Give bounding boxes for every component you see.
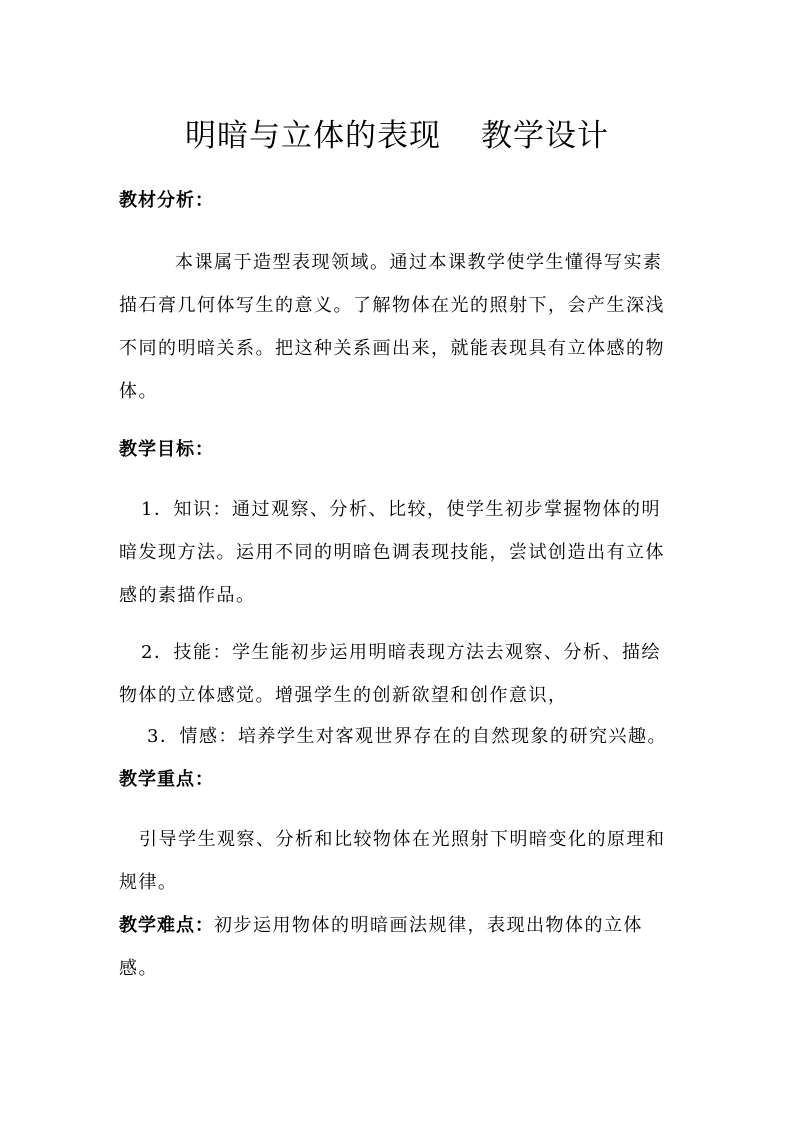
focus-paragraph: 引导学生观察、分析和比较物体在光照射下明暗变化的原理和规律。 [119,829,666,893]
title-main: 明暗与立体的表现 [185,118,441,154]
difficulty-heading: 教学难点： [119,915,214,936]
document-title [0,112,794,160]
focus-heading: 教学重点： [119,769,214,790]
goal-item-emotion: 3．情感：培养学生对客观世界存在的自然现象的研究兴趣。 [147,726,667,747]
goal-item-knowledge: 1．知识：通过观察、分析、比较，使学生初步掌握物体的明暗发现方法。运用不同的明暗色调表现技能，尝试创造出有立体感的素描作品。 [119,499,665,606]
analysis-paragraph: 本课属于造型表现领域。通过本课教学使学生懂得写实素描石膏几何体写生的意义。了解物体在光的照射下，会产生深浅不同的明暗关系。把这种关系画出来，就能表现具有立体感的物体。 [119,252,665,402]
goals-heading: 教学目标： [119,439,214,460]
goal-item-skill: 2．技能：学生能初步运用明暗表现方法去观察、分析、描绘物体的立体感觉。增强学生的创新欲望和创作意识， [119,642,661,706]
title-sub: 教学设计 [481,118,609,154]
difficulty-paragraph [119,904,679,990]
difficulty-text: 初步运用物体的明暗画法规律，表现出物体的立体感。 [119,915,643,979]
analysis-heading: 教材分析： [119,190,214,211]
